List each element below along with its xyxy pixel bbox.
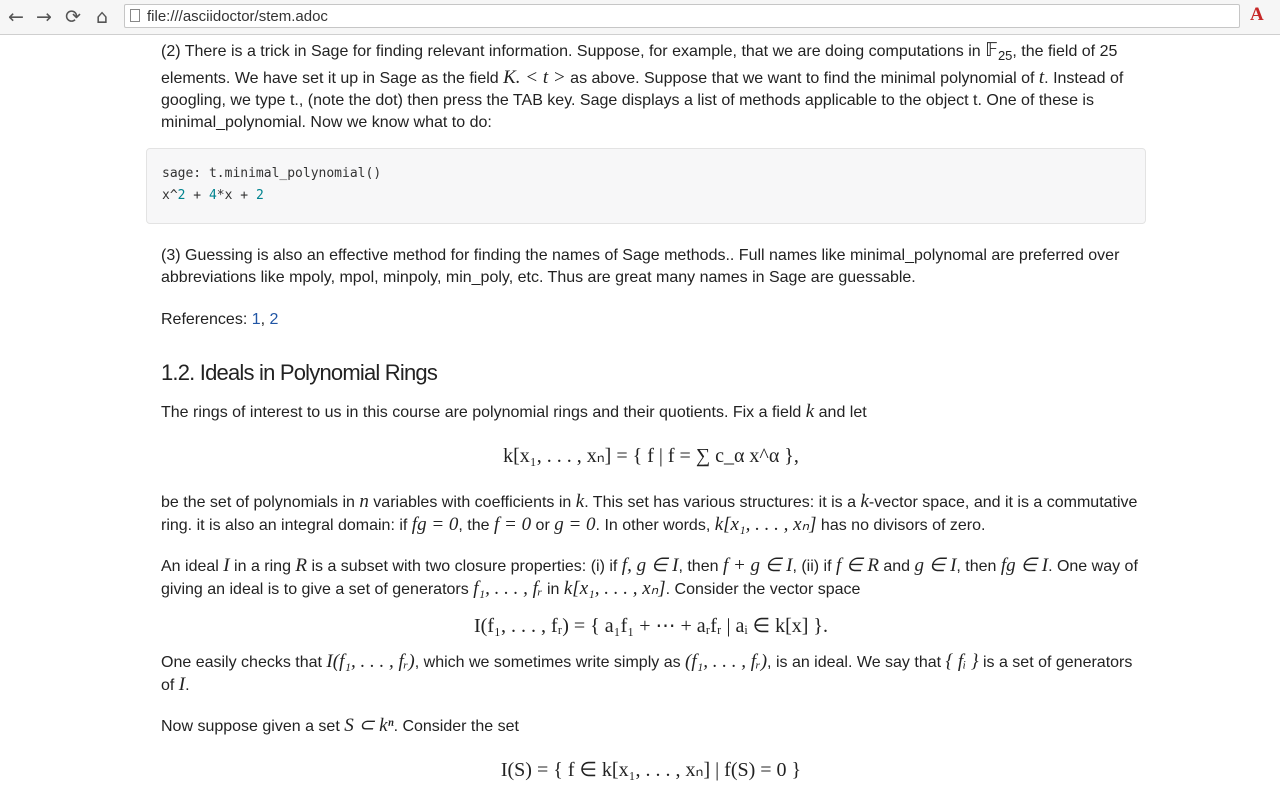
paragraph-8: Now suppose given a set S ⊂ kⁿ. Consider the set [161,715,519,736]
equation-ideal: I(f₁, . . . , fᵣ) = { a₁f₁ + ⋯ + aᵣfᵣ | aᵢ ∈ k[x] }. [474,615,828,637]
equation-polynomial-ring: k[x₁, . . . , xₙ] = { f | f = ∑ c_α x^α }, [503,445,799,467]
code-line-2: x^2 + 4*x + 2 [162,188,264,203]
back-arrow-icon[interactable]: ← [8,6,24,28]
address-bar[interactable] [124,4,1240,28]
paragraph-2: (2) There is a trick in Sage for finding relevant information. Suppose, for example, that we are doing computations in 𝔽$_{25}$, the field of 25 elements. We have set it up in Sage as the field K. < t > as above. Suppose that we want to find the minimal polynomial of t. Instead of googling, we type t., (note the dot) then press the TAB key. Sage displays a list of methods applicable to the object t. One of these is minimal_polynomial. Now we know what to do: [161,40,1124,132]
code-block [146,148,1146,224]
forward-arrow-icon[interactable]: → [36,6,52,28]
paragraph-5: be the set of polynomials in n variables with coefficients in k. This set has various structures: it is a k-vector space, and it is a commutative ring. it is also an integral domain: if fg = 0, the f = 0 or g = 0. In other words, k[x₁, . . . , xₙ] has no divisors of zero. [161,491,1138,535]
reload-icon[interactable]: ⟳ [65,6,81,28]
paragraph-3: (3) Guessing is also an effective method for finding the names of Sage methods.. Full names like minimal_polynomal are preferred over abbreviations like mpoly, mpol, minpoly, min_poly, etc. Thus are great many names in Sage are guessable. [161,247,1120,286]
paragraph-7: One easily checks that I(f₁, . . . , fᵣ), which we sometimes write simply as (f₁, . . . , fᵣ), is an ideal. We say that { fᵢ } is a set of generators of I. [161,651,1133,695]
asciidoctor-extension-icon[interactable]: A [1250,4,1264,25]
references: References: 1, 2 [161,311,279,328]
page-icon [130,9,140,22]
url-text[interactable]: file:///asciidoctor/stem.adoc [147,8,328,25]
browser-toolbar [0,0,1280,35]
home-icon[interactable]: ⌂ [95,6,109,28]
reference-link-2[interactable]: 2 [269,311,279,328]
paragraph-6: An ideal I in a ring R is a subset with two closure properties: (i) if f, g ∈ I, then f + g ∈ I, (ii) if f ∈ R and g ∈ I, then fg ∈ I. One way of giving an ideal is to give a set of generators f₁, . . . , fᵣ in k[x₁, . . . , xₙ]. Consider the vector space [161,555,1138,599]
code-line-1: sage: t.minimal_polynomial() [162,166,382,181]
equation-vanishing-ideal: I(S) = { f ∈ k[x₁, . . . , xₙ] | f(S) = 0 } [500,759,802,781]
document-body [0,35,1280,800]
paragraph-4: The rings of interest to us in this course are polynomial rings and their quotients. Fix a field k and let [161,401,867,422]
reference-link-1[interactable]: 1 [251,311,261,328]
section-heading: 1.2. Ideals in Polynomial Rings [161,360,438,385]
